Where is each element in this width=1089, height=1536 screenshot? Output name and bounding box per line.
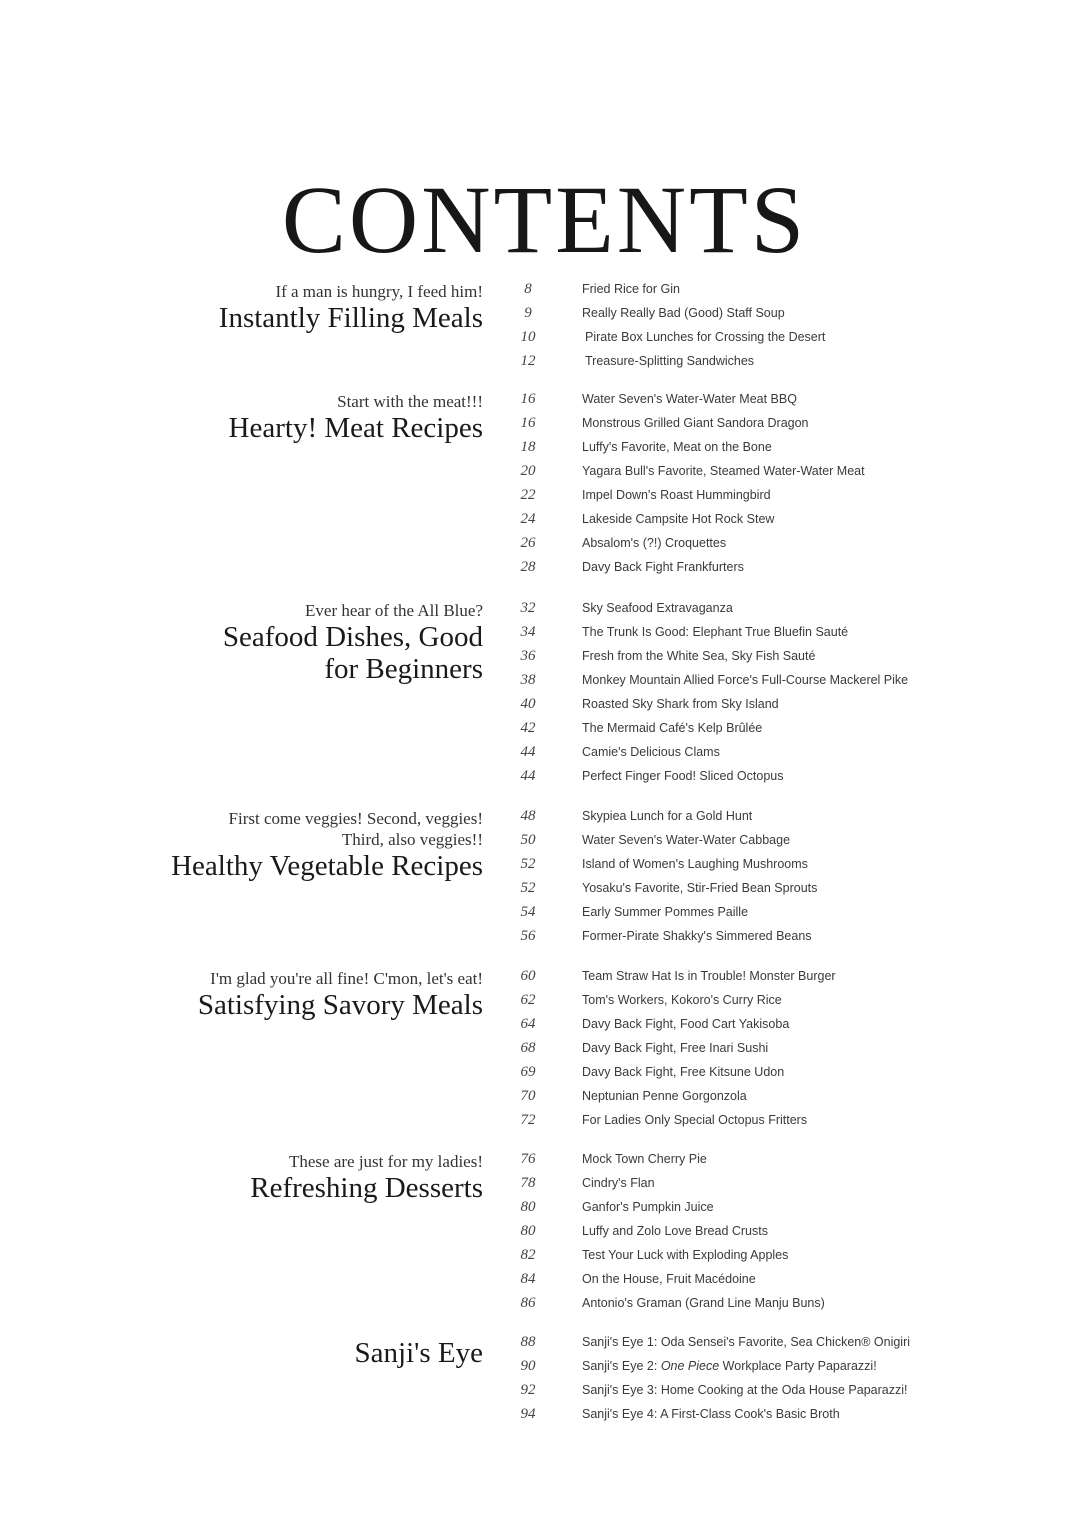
page-number: 42 bbox=[520, 719, 536, 736]
page-number: 26 bbox=[520, 534, 536, 551]
section-tagline: Ever hear of the All Blue? bbox=[305, 601, 483, 620]
entry-title: Monkey Mountain Allied Force's Full-Course Mackerel Pike bbox=[582, 673, 909, 687]
entry-title: Mock Town Cherry Pie bbox=[582, 1152, 707, 1166]
toc-entry[interactable] bbox=[510, 1012, 950, 1036]
section-heading: Instantly Filling Meals bbox=[218, 302, 483, 334]
toc-entry[interactable] bbox=[510, 1354, 950, 1378]
toc-entry[interactable] bbox=[510, 277, 950, 301]
toc-entry[interactable] bbox=[510, 1330, 950, 1354]
toc-entry[interactable] bbox=[510, 1060, 950, 1084]
page-number: 32 bbox=[520, 599, 536, 616]
page-number: 80 bbox=[520, 1198, 536, 1215]
entry-list bbox=[510, 596, 950, 788]
page-number: 16 bbox=[520, 414, 536, 431]
section-header bbox=[123, 600, 483, 685]
toc-entry[interactable] bbox=[510, 668, 950, 692]
page-number: 52 bbox=[520, 879, 536, 896]
entry-title: Treasure-Splitting Sandwiches bbox=[585, 354, 755, 368]
entry-title: The Mermaid Café's Kelp Brûlée bbox=[582, 721, 763, 735]
entry-title: Luffy's Favorite, Meat on the Bone bbox=[582, 440, 772, 454]
section-header bbox=[123, 391, 483, 444]
entry-title bbox=[582, 1359, 877, 1373]
entry-title: Skypiea Lunch for a Gold Hunt bbox=[582, 809, 753, 823]
toc-entry[interactable] bbox=[510, 1291, 950, 1315]
page-number: 88 bbox=[520, 1333, 536, 1350]
section-header bbox=[123, 281, 483, 334]
entry-title: On the House, Fruit Macédoine bbox=[582, 1272, 756, 1286]
toc-entry[interactable] bbox=[510, 435, 950, 459]
toc-entry[interactable] bbox=[510, 1267, 950, 1291]
toc-entry[interactable] bbox=[510, 411, 950, 435]
entry-title-suffix: Workplace Party Paparazzi! bbox=[719, 1359, 877, 1373]
page-number: 56 bbox=[520, 927, 536, 944]
page-number: 68 bbox=[520, 1039, 536, 1056]
entry-title: Perfect Finger Food! Sliced Octopus bbox=[582, 769, 784, 783]
entry-list bbox=[510, 804, 950, 948]
section-header bbox=[123, 1332, 483, 1369]
toc-entry[interactable] bbox=[510, 924, 950, 948]
page-number: 24 bbox=[520, 510, 536, 527]
entry-list bbox=[510, 1330, 950, 1426]
entry-title: Pirate Box Lunches for Crossing the Desert bbox=[585, 330, 826, 344]
page-number: 78 bbox=[520, 1174, 536, 1191]
section-heading: Sanji's Eye bbox=[354, 1337, 483, 1369]
page-number: 64 bbox=[520, 1015, 536, 1032]
page-number: 72 bbox=[520, 1111, 536, 1128]
entry-title: Sky Seafood Extravaganza bbox=[582, 601, 733, 615]
entry-title: Davy Back Fight, Food Cart Yakisoba bbox=[582, 1017, 790, 1031]
entry-title: Team Straw Hat Is in Trouble! Monster Burger bbox=[582, 969, 836, 983]
toc-entry[interactable] bbox=[510, 1147, 950, 1171]
page-number: 84 bbox=[520, 1270, 536, 1287]
entry-title: Ganfor's Pumpkin Juice bbox=[582, 1200, 714, 1214]
section-tagline: Start with the meat!!! bbox=[337, 392, 483, 411]
entry-title: Fresh from the White Sea, Sky Fish Sauté bbox=[582, 649, 816, 663]
page-number: 34 bbox=[520, 623, 536, 640]
page-number: 44 bbox=[520, 767, 536, 784]
section-heading: Seafood Dishes, Good bbox=[222, 621, 483, 653]
toc-entry[interactable] bbox=[510, 459, 950, 483]
entry-title: For Ladies Only Special Octopus Fritters bbox=[582, 1113, 808, 1127]
toc-entry[interactable] bbox=[510, 1195, 950, 1219]
entry-title: Absalom's (?!) Croquettes bbox=[582, 536, 727, 550]
entry-title: Antonio's Graman (Grand Line Manju Buns) bbox=[582, 1296, 825, 1310]
entry-title: Water Seven's Water-Water Meat BBQ bbox=[582, 392, 797, 406]
entry-title: Impel Down's Roast Hummingbird bbox=[582, 488, 771, 502]
page-number: 76 bbox=[520, 1150, 536, 1167]
entry-title: Yagara Bull's Favorite, Steamed Water-Water Meat bbox=[582, 464, 865, 478]
entry-title: Yosaku's Favorite, Stir-Fried Bean Sprouts bbox=[582, 881, 818, 895]
toc-entry[interactable] bbox=[510, 1243, 950, 1267]
toc-entry[interactable] bbox=[510, 555, 950, 579]
section-header bbox=[123, 968, 483, 1021]
page-number: 92 bbox=[520, 1381, 536, 1398]
entry-title: Cindry's Flan bbox=[582, 1176, 655, 1190]
page-number: 86 bbox=[520, 1294, 536, 1311]
entry-title: Fried Rice for Gin bbox=[582, 282, 680, 296]
section-heading: Refreshing Desserts bbox=[250, 1172, 483, 1204]
section-tagline: I'm glad you're all fine! C'mon, let's eat! bbox=[210, 969, 483, 988]
toc-entry[interactable] bbox=[510, 507, 950, 531]
page-number: 54 bbox=[520, 903, 536, 920]
toc-entry[interactable] bbox=[510, 988, 950, 1012]
toc-entry[interactable] bbox=[510, 620, 950, 644]
toc-entry[interactable] bbox=[510, 804, 950, 828]
page-number: 38 bbox=[520, 671, 536, 688]
toc-entry[interactable] bbox=[510, 387, 950, 411]
entry-title: Really Really Bad (Good) Staff Soup bbox=[582, 306, 785, 320]
page-number: 70 bbox=[520, 1087, 536, 1104]
toc-entry[interactable] bbox=[510, 531, 950, 555]
entry-title-italic: One Piece bbox=[660, 1359, 720, 1373]
toc-entry[interactable] bbox=[510, 1402, 950, 1426]
toc-entry[interactable] bbox=[510, 1108, 950, 1132]
entry-title: Tom's Workers, Kokoro's Curry Rice bbox=[582, 993, 782, 1007]
entry-title: Sanji's Eye 1: Oda Sensei's Favorite, Sea Chicken® Onigiri bbox=[582, 1335, 911, 1349]
entry-title: Water Seven's Water-Water Cabbage bbox=[582, 833, 791, 847]
page-number: 82 bbox=[520, 1246, 536, 1263]
section-heading: Hearty! Meat Recipes bbox=[228, 412, 483, 444]
page-number: 48 bbox=[520, 807, 536, 824]
page-number: 18 bbox=[520, 438, 536, 455]
toc-entry[interactable] bbox=[510, 325, 950, 349]
section-tagline: Third, also veggies!! bbox=[341, 830, 483, 849]
toc-entry[interactable] bbox=[510, 852, 950, 876]
toc-entry[interactable] bbox=[510, 596, 950, 620]
page-number: 62 bbox=[520, 991, 536, 1008]
toc-entry[interactable] bbox=[510, 964, 950, 988]
page-number: 28 bbox=[520, 558, 536, 575]
page-number: 16 bbox=[520, 390, 536, 407]
entry-title: Former-Pirate Shakky's Simmered Beans bbox=[582, 929, 812, 943]
section-heading: Healthy Vegetable Recipes bbox=[171, 850, 483, 882]
toc-entry[interactable] bbox=[510, 349, 950, 373]
entry-title: Davy Back Fight, Free Inari Sushi bbox=[582, 1041, 769, 1055]
entry-title: Camie's Delicious Clams bbox=[582, 745, 720, 759]
entry-title: Davy Back Fight, Free Kitsune Udon bbox=[582, 1065, 785, 1079]
toc-entry[interactable] bbox=[510, 1219, 950, 1243]
page-title: CONTENTS bbox=[281, 166, 808, 274]
entry-title: The Trunk Is Good: Elephant True Bluefin Sauté bbox=[582, 625, 849, 639]
entry-list bbox=[510, 277, 950, 373]
toc-entry[interactable] bbox=[510, 716, 950, 740]
toc-entry[interactable] bbox=[510, 828, 950, 852]
entry-title: Monstrous Grilled Giant Sandora Dragon bbox=[582, 416, 809, 430]
toc-entry[interactable] bbox=[510, 1036, 950, 1060]
page-number: 9 bbox=[524, 304, 532, 321]
page-number: 52 bbox=[520, 855, 536, 872]
section-heading: Satisfying Savory Meals bbox=[197, 989, 483, 1021]
page-number: 10 bbox=[520, 328, 536, 345]
entry-title: Luffy and Zolo Love Bread Crusts bbox=[582, 1224, 768, 1238]
toc-entry[interactable] bbox=[510, 644, 950, 668]
page-number: 36 bbox=[520, 647, 536, 664]
toc-entry[interactable] bbox=[510, 876, 950, 900]
section-tagline: First come veggies! Second, veggies! bbox=[228, 809, 483, 828]
entry-list bbox=[510, 964, 950, 1132]
section-tagline: These are just for my ladies! bbox=[288, 1152, 483, 1171]
entry-title-prefix: Sanji's Eye 2: bbox=[582, 1359, 661, 1373]
entry-title: Lakeside Campsite Hot Rock Stew bbox=[582, 512, 775, 526]
page-number: 60 bbox=[520, 967, 536, 984]
entry-title: Test Your Luck with Exploding Apples bbox=[582, 1248, 789, 1262]
page-number: 50 bbox=[520, 831, 536, 848]
page-number: 40 bbox=[520, 695, 536, 712]
page-number: 90 bbox=[520, 1357, 536, 1374]
toc-entry[interactable] bbox=[510, 483, 950, 507]
page-number: 12 bbox=[520, 352, 536, 369]
entry-title: Davy Back Fight Frankfurters bbox=[582, 560, 744, 574]
toc-entry[interactable] bbox=[510, 1378, 950, 1402]
page-number: 8 bbox=[524, 280, 532, 297]
page-number: 22 bbox=[520, 486, 536, 503]
entry-title: Early Summer Pommes Paille bbox=[582, 905, 749, 919]
toc-entry[interactable] bbox=[510, 1084, 950, 1108]
entry-title: Sanji's Eye 3: Home Cooking at the Oda House Paparazzi! bbox=[582, 1383, 908, 1397]
page-number: 20 bbox=[520, 462, 536, 479]
entry-list bbox=[510, 1147, 950, 1315]
section-header bbox=[123, 808, 483, 882]
page-number: 94 bbox=[520, 1405, 536, 1422]
toc-entry[interactable] bbox=[510, 1171, 950, 1195]
entry-title: Neptunian Penne Gorgonzola bbox=[582, 1089, 747, 1103]
entry-list bbox=[510, 387, 950, 579]
entry-title: Island of Women's Laughing Mushrooms bbox=[582, 857, 808, 871]
entry-title: Roasted Sky Shark from Sky Island bbox=[582, 697, 779, 711]
page-number: 44 bbox=[520, 743, 536, 760]
page-number: 80 bbox=[520, 1222, 536, 1239]
toc-entry[interactable] bbox=[510, 692, 950, 716]
toc-entry[interactable] bbox=[510, 764, 950, 788]
toc-entry[interactable] bbox=[510, 740, 950, 764]
page-number: 69 bbox=[520, 1063, 536, 1080]
entry-title: Sanji's Eye 4: A First-Class Cook's Basic Broth bbox=[582, 1407, 840, 1421]
section-heading: for Beginners bbox=[324, 653, 483, 685]
section-header bbox=[123, 1151, 483, 1204]
section-tagline: If a man is hungry, I feed him! bbox=[275, 282, 483, 301]
toc-entry[interactable] bbox=[510, 301, 950, 325]
toc-entry[interactable] bbox=[510, 900, 950, 924]
